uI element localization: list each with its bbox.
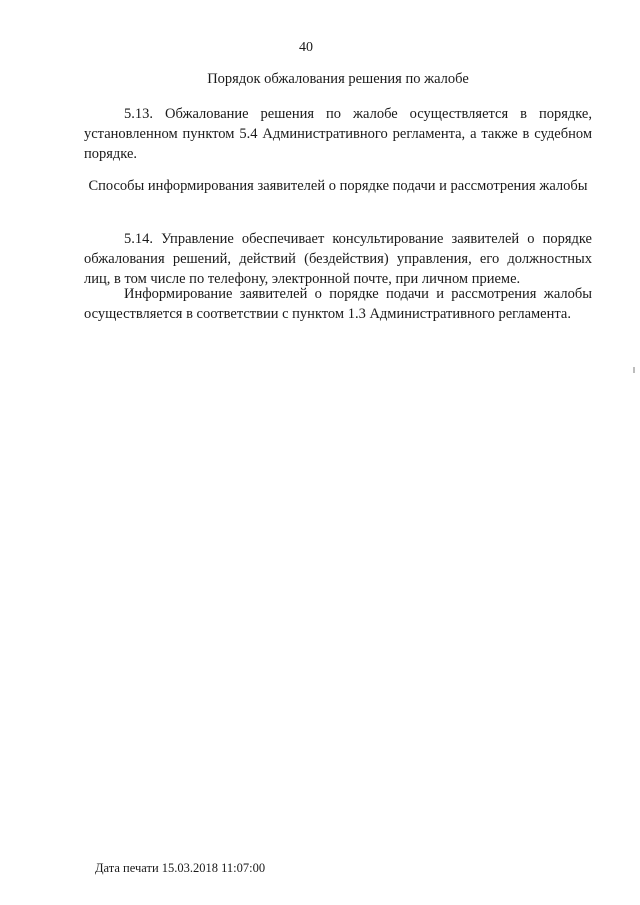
paragraph-5-14: 5.14. Управление обеспечивает консультирование заявителей о порядке обжалования решений, действий (бездействия) управления, его должностных лиц, в том числе по телефону, электронной почте, при личном приеме. (84, 231, 592, 287)
paragraph-5-13: 5.13. Обжалование решения по жалобе осуществляется в порядке, установленном пунктом 5.4 Административного регламента, а также в судебном порядке. (84, 106, 592, 162)
page-number: 40 (299, 40, 313, 55)
paragraph-informing: Информирование заявителей о порядке подачи и рассмотрения жалобы осуществляется в соответствии с пунктом 1.3 Административного регламента. (84, 286, 592, 322)
print-date-footer: Дата печати 15.03.2018 11:07:00 (95, 861, 266, 875)
scan-artifact-mark (633, 367, 635, 373)
section-heading-appeal-procedure: Порядок обжалования решения по жалобе (207, 71, 469, 87)
section-heading-informing-methods: Способы информирования заявителей о порядке подачи и рассмотрения жалобы (88, 178, 588, 194)
